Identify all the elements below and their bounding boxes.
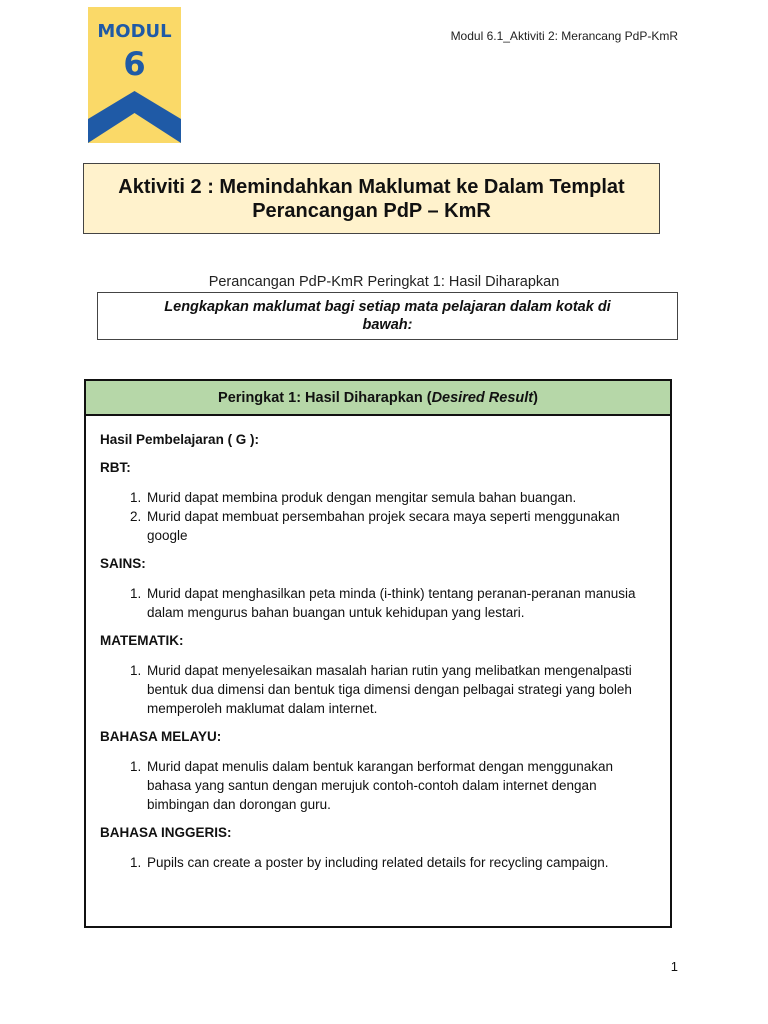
list-item: 1. Murid dapat menulis dalam bentuk karangan berformat dengan menggunakan bahasa yang santun dengan merujuk contoh-contoh dalam internet dengan bimbingan dan dorongan guru. <box>145 757 656 814</box>
section-list-bahasa-inggeris <box>100 853 656 872</box>
section-label-sains: SAINS: <box>100 556 146 571</box>
activity-title <box>118 175 624 223</box>
list-item: 1. Murid dapat menghasilkan peta minda (i-think) tentang peranan-peranan manusia dalam mengurus bahan buangan untuk kehidupan yang lestari. <box>145 584 656 622</box>
section-list-sains <box>100 584 656 622</box>
instruction-text: Lengkapkan maklumat bagi setiap mata pelajaran dalam kotak di bawah: <box>164 299 611 333</box>
table-header-italic: Desired Result <box>431 389 534 406</box>
title-line-2: Perancangan PdP – KmR <box>252 199 491 222</box>
learning-outcome-label: Hasil Pembelajaran ( G ): <box>100 432 260 447</box>
section-list-matematik <box>100 661 656 718</box>
section-label-matematik: MATEMATIK: <box>100 633 184 648</box>
instruction-box <box>97 292 678 340</box>
page-number: 1 <box>670 959 678 974</box>
title-line-1: Aktiviti 2 : Memindahkan Maklumat ke Dalam Templat <box>118 175 625 198</box>
subtitle: Perancangan PdP-KmR Peringkat 1: Hasil Diharapkan <box>208 274 560 290</box>
desired-result-table <box>84 379 672 928</box>
section-list-rbt <box>100 488 656 545</box>
logo-word: MODUL <box>97 21 172 42</box>
modul-6-logo <box>88 7 181 143</box>
list-item: 1. Pupils can create a poster by including related details for recycling campaign. <box>145 853 656 872</box>
table-header-suffix: ) <box>533 389 538 406</box>
logo-number: 6 <box>123 45 146 83</box>
table-body <box>86 416 670 872</box>
list-item: 1. Murid dapat membina produk dengan mengitar semula bahan buangan. <box>145 488 656 507</box>
table-header <box>86 381 670 416</box>
list-item: 1. Murid dapat menyelesaikan masalah harian rutin yang melibatkan mengenalpasti bentuk dua dimensi dan bentuk tiga dimensi dengan pelbagai strategi yang boleh memperoleh maklumat dalam internet. <box>145 661 656 718</box>
list-item: 2. Murid dapat membuat persembahan projek secara maya seperti menggunakan google <box>145 507 656 545</box>
activity-title-box <box>83 163 660 234</box>
section-label-bahasa-inggeris: BAHASA INGGERIS: <box>100 825 232 840</box>
section-label-rbt: RBT: <box>100 460 131 475</box>
section-label-bahasa-melayu: BAHASA MELAYU: <box>100 729 222 744</box>
document-label: Modul 6.1_Aktiviti 2: Merancang PdP-KmR <box>450 29 678 43</box>
table-header-prefix: Peringkat 1: Hasil Diharapkan ( <box>218 389 432 406</box>
section-list-bahasa-melayu <box>100 757 656 814</box>
